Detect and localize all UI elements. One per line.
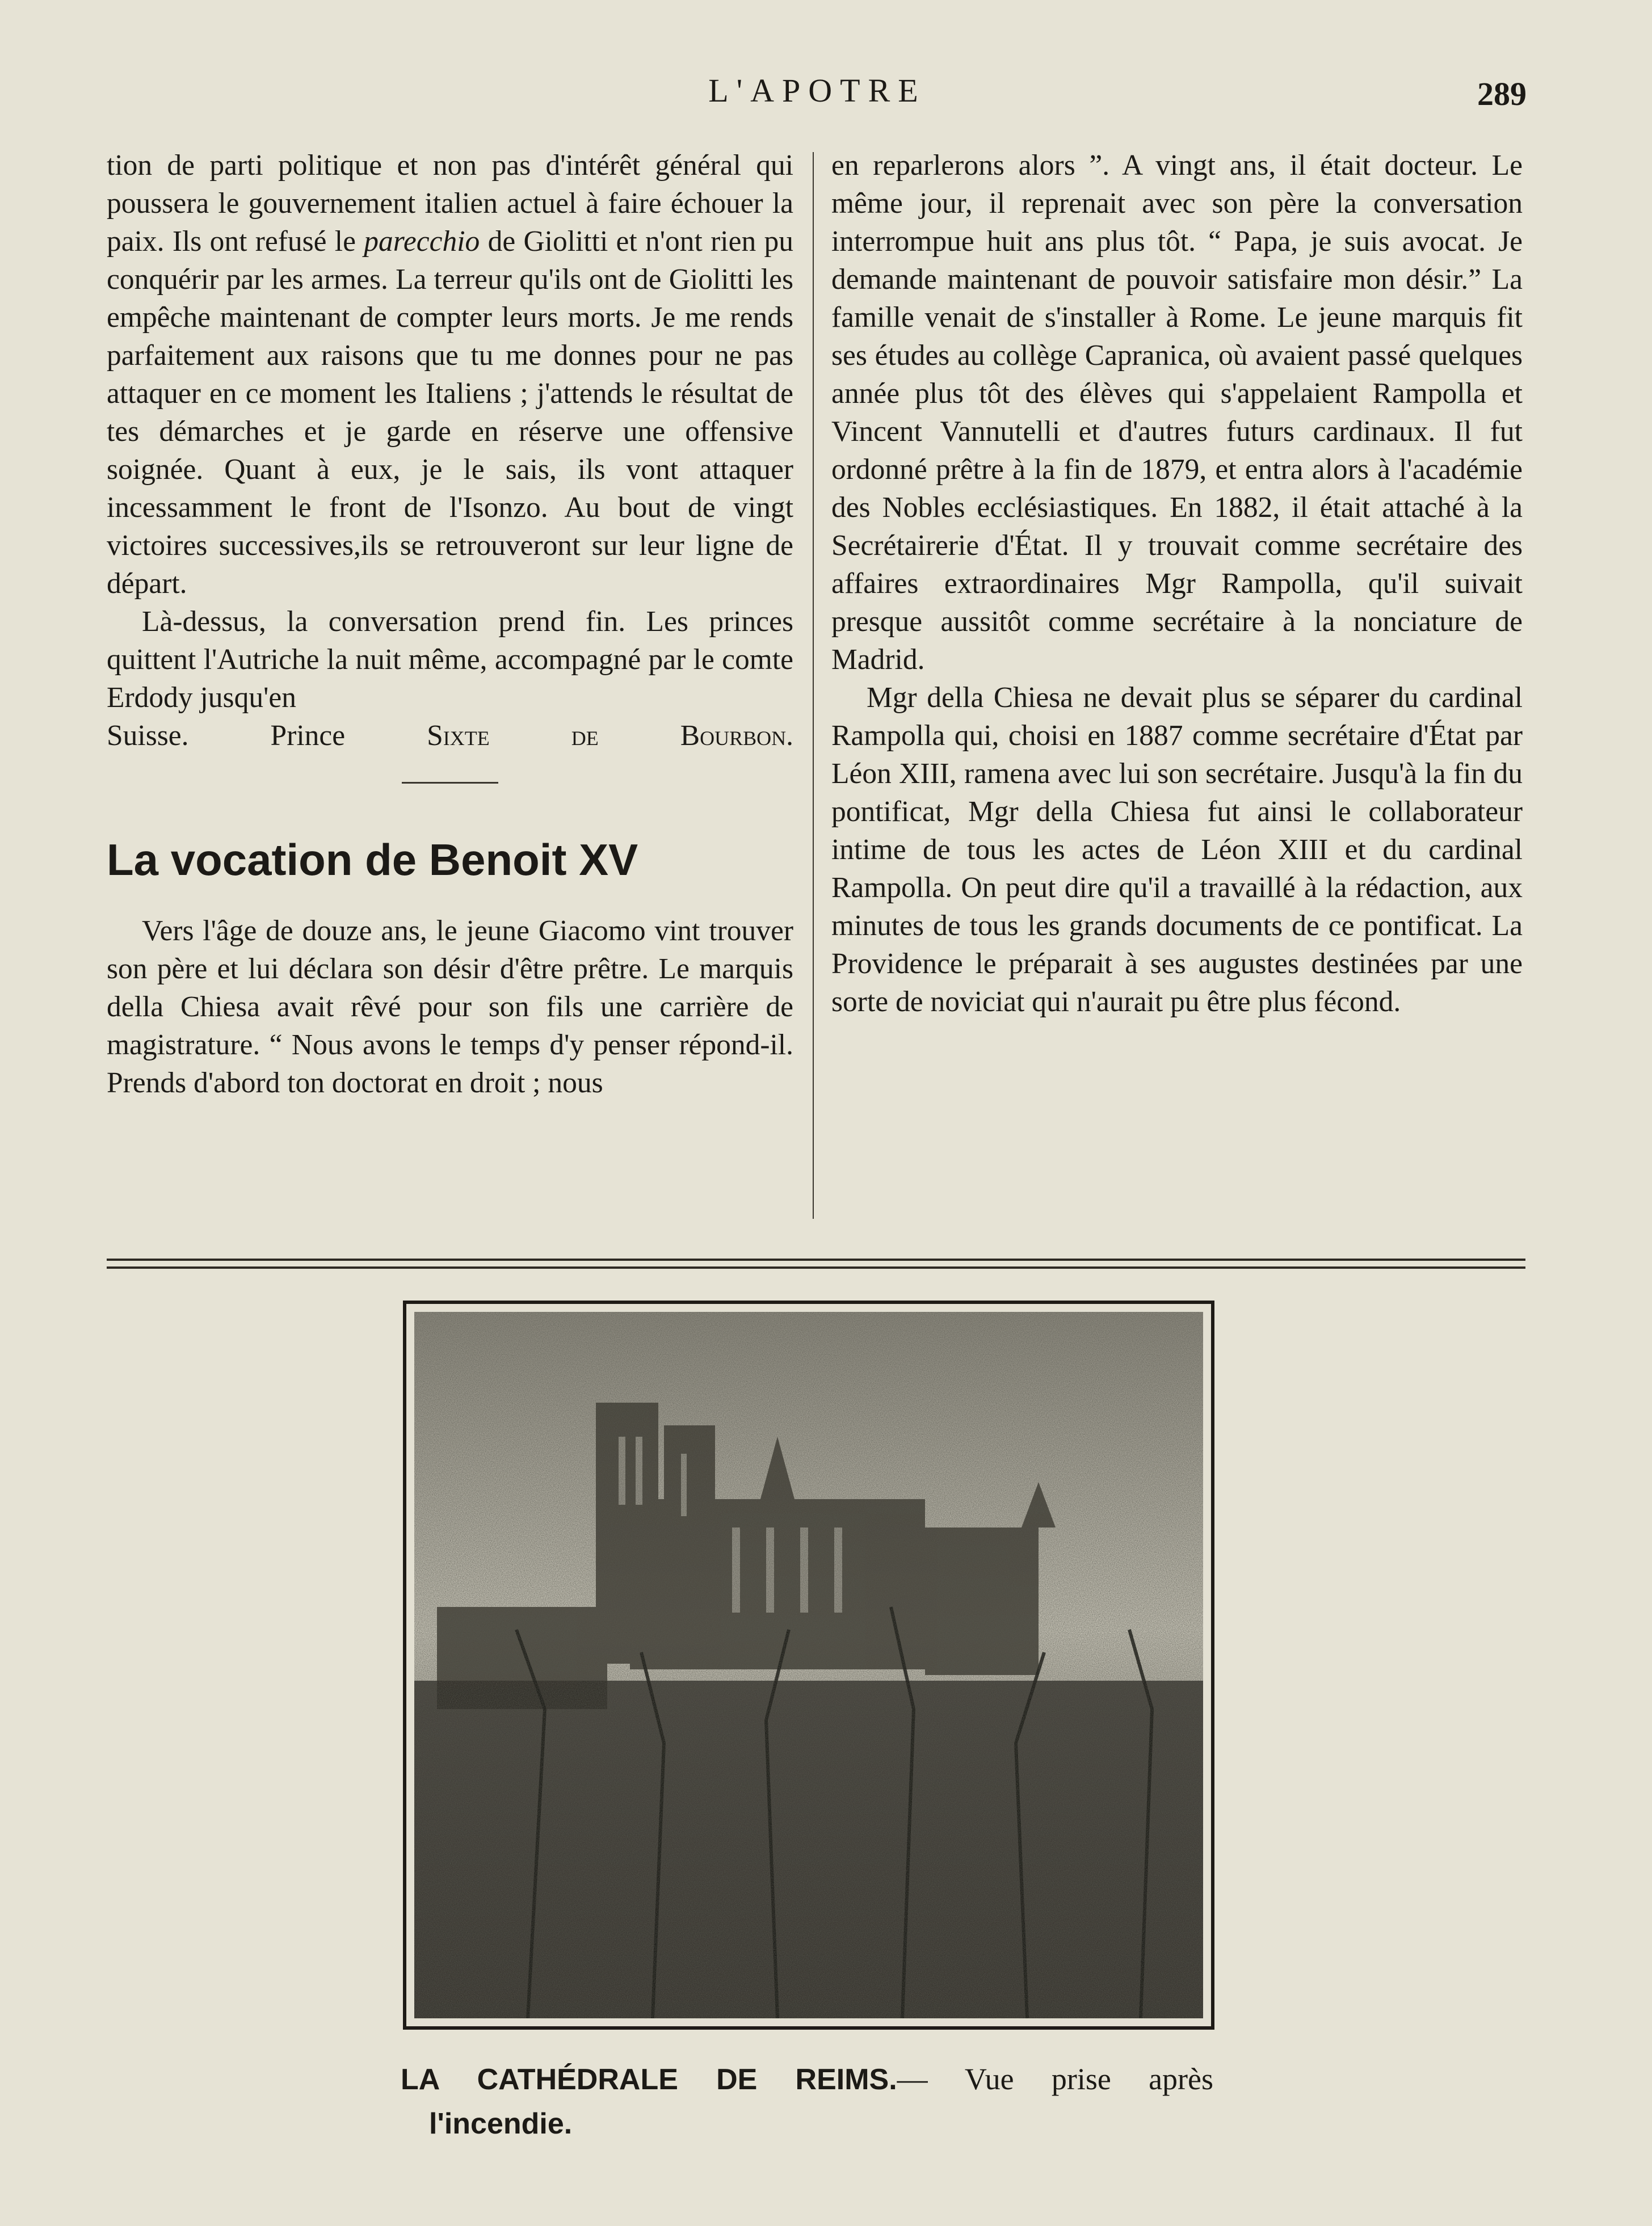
caption-line-2: l'incendie. <box>429 2107 573 2140</box>
photo-caption <box>401 2057 1213 2146</box>
right-paragraph-1: en reparlerons alors ”. A vingt ans, il était docteur. Le même jour, il reprenait avec son père la conversation interrompue huit ans plus tôt. “ Papa, je suis avocat. Je demande maintenant de pouvoir satisfaire mon désir.” La famille venait de s'installer à Rome. Le jeune marquis fit ses études au collège Capranica, où avaient passé quelques année plus tôt des élèves qui s'appelaient Rampolla et Vincent Vannutelli et d'autres futurs cardinaux. Il fut ordonné prêtre à la fin de 1879, et entra alors à l'académie des Nobles ecclésiastiques. En 1882, il était attaché à la Secrétairerie d'État. Il y trouvait comme secrétaire des affaires extraordinaires Mgr Rampolla, qu'il suivait presque aussitôt comme secrétaire à la nonciature de Madrid. <box>831 149 1523 676</box>
left-paragraph-2: Là-dessus, la conversation prend fin. Les princes quittent l'Autriche la nuit même, accompagné par le comte Erdody jusqu'en <box>107 605 793 714</box>
running-title: L'APOTRE <box>708 72 926 109</box>
caption-line-1 <box>401 2057 1213 2102</box>
caption-dash: — <box>897 2062 928 2096</box>
right-paragraph-2: Mgr della Chiesa ne devait plus se séparer du cardinal Rampolla qui, choisi en 1887 comme secrétaire d'État par Léon XIII, ramena avec lui son secrétaire. Jusqu'à la fin du pontificat, Mgr della Chiesa fut ainsi le collaborateur intime de tous les actes de Léon XIII et du cardinal Rampolla. On peut dire qu'il a travaillé à la rédaction, aux minutes de tous les grands documents de ce pontificat. La Providence le préparait à ses augustes destinées par une sorte de noviciat qui n'aurait pu être plus fécond. <box>831 681 1523 1018</box>
section-separator <box>402 782 498 784</box>
signature-prefix: Prince <box>270 719 346 752</box>
left-paragraph-1-rest: de Giolitti et n'ont rien pu conquérir par les armes. La terreur qu'ils ont de Giolitti les empêche maintenant de compter leurs morts. Je me rends parfaitement aux raisons que tu me donnes pour ne pas attaquer en ce moment les Italiens ; j'attends le résultat de tes démarches et je garde en réserve une offensive soignée. Quant à eux, je le sais, ils vont attaquer incessamment le front de l'Isonzo. Au bout de vingt victoires successives,ils se retrouveront sur leur ligne de départ. <box>107 225 793 600</box>
last-word: Suisse. <box>107 719 189 752</box>
right-column <box>831 146 1523 1021</box>
page-number: 289 <box>1477 75 1527 112</box>
column-divider <box>813 152 814 1219</box>
signature-name: Sixte de Bourbon. <box>427 719 794 752</box>
caption-title: LA CATHÉDRALE DE REIMS. <box>401 2063 897 2096</box>
left-paragraph-3: Vers l'âge de douze ans, le jeune Giacomo vint trouver son père et lui déclara son désir d'être prêtre. Le marquis della Chiesa avait rêvé pour son fils une carrière de magistrature. “ Nous avons le temps d'y penser répond-il. Prends d'abord ton doctorat en droit ; nous <box>107 915 793 1099</box>
left-paragraph-1 <box>107 146 793 603</box>
section-title: La vocation de Benoit XV <box>107 835 638 885</box>
italic-word: parecchio <box>364 225 480 258</box>
signature-line <box>107 717 793 755</box>
caption-text: Vue prise après <box>964 2062 1214 2096</box>
signature <box>271 719 793 752</box>
cathedral-photo-frame <box>403 1301 1214 2030</box>
double-rule-top <box>107 1259 1525 1261</box>
left-column <box>107 146 793 1102</box>
cathedral-illustration <box>414 1312 1203 2018</box>
page-header <box>108 67 1527 118</box>
left-paragraph-1-start: tion de parti politique et non pas d'intérêt général qui poussera le gouvernement italien actuel à faire échouer la paix. Ils ont refusé le <box>107 149 793 258</box>
double-rule-bottom <box>107 1266 1525 1269</box>
cathedral-photo <box>414 1312 1203 2018</box>
